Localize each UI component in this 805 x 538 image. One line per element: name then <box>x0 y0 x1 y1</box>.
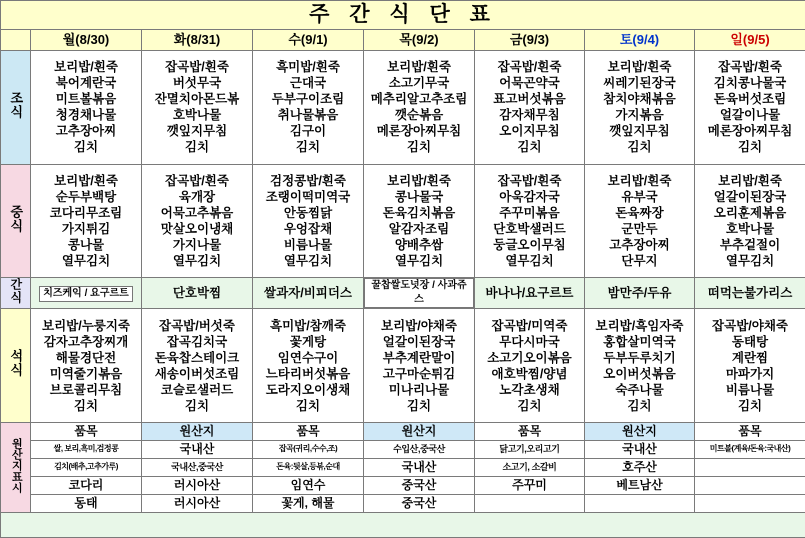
row-label-dinner-text: 석식 <box>8 349 24 378</box>
menu-item: 깻순볶음 <box>394 108 444 123</box>
lunch-row <box>1 164 805 278</box>
day-header-wed: 수(9/1) <box>253 30 364 51</box>
menu-item: 메론장아찌무침 <box>707 124 793 139</box>
menu-item: 가지나물 <box>172 237 222 252</box>
menu-item: 보리밥/흰죽 <box>54 60 118 75</box>
menu-item: 고추장아찌 <box>55 124 117 139</box>
menu-item: 어묵고추볶음 <box>160 205 234 220</box>
lunch-tue <box>142 164 253 278</box>
menu-item: 부추계란말이 <box>382 350 456 365</box>
snack-sat <box>585 278 695 309</box>
corner-cell <box>1 30 31 51</box>
menu-item: 비름나물 <box>283 237 333 252</box>
breakfast-fri <box>475 51 585 165</box>
dinner-mon <box>31 309 142 423</box>
menu-item: 취나물볶음 <box>277 108 339 123</box>
origin-cell <box>695 459 805 477</box>
snack-thu <box>364 278 475 309</box>
row-label-lunch-text: 중식 <box>8 204 24 233</box>
day-header-thu: 목(9/2) <box>364 30 475 51</box>
menu-item: 보리밥/흰죽 <box>387 60 451 75</box>
menu-item: 김치 <box>295 140 321 155</box>
menu-item: 육개장 <box>178 189 216 204</box>
snack-sun <box>695 278 805 309</box>
menu-item: 미트볼볶음 <box>55 92 117 107</box>
origin-header-region-2: 원산지 <box>364 423 475 441</box>
menu-item: 열무김치 <box>172 253 222 268</box>
menu-item: 잡곡밥/야채죽 <box>712 318 788 333</box>
menu-item: 잡곡밥/흰죽 <box>718 60 782 75</box>
footer-row <box>1 513 805 538</box>
menu-item: 보리밥/흰죽 <box>54 173 118 188</box>
menu-item: 브로콜리무침 <box>49 382 123 397</box>
menu-item: 오이버섯볶음 <box>603 366 676 381</box>
origin-cell <box>695 495 805 513</box>
menu-item: 비름나물 <box>725 382 775 397</box>
snack-text: 쌀과자/비피더스 <box>264 286 352 301</box>
row-label-snack <box>1 278 31 309</box>
snack-chip: 치즈케익 / 요구르트 <box>39 286 133 302</box>
day-header-tue: 화(8/31) <box>142 30 253 51</box>
menu-item: 김치 <box>517 398 542 413</box>
menu-item: 둥글오이무침 <box>493 237 566 252</box>
dinner-tue <box>142 309 253 423</box>
origin-cell: 러시아산 <box>142 477 253 495</box>
menu-item: 애호박찜/양념 <box>491 366 568 381</box>
menu-item: 임연수구이 <box>277 350 339 365</box>
menu-item: 홍합살미역국 <box>603 334 676 349</box>
menu-item: 메추리알고추조림 <box>370 92 468 107</box>
menu-item: 고추장아찌 <box>609 237 670 252</box>
snack-tue <box>142 278 253 309</box>
origin-cell: 국내산 <box>142 441 253 459</box>
origin-cell: 소고기, 소갈비 <box>475 459 585 477</box>
dinner-fri <box>475 309 585 423</box>
menu-item: 도라지오이생채 <box>265 382 351 397</box>
menu-item: 동태탕 <box>731 334 769 349</box>
menu-item: 참치야채볶음 <box>603 92 676 107</box>
menu-item: 꽃게탕 <box>289 334 327 349</box>
menu-item: 코슬로샐러드 <box>160 382 234 397</box>
menu-item: 보리밥/야채죽 <box>381 318 457 333</box>
footer-band <box>1 513 805 538</box>
menu-item: 두부구이조림 <box>271 92 345 107</box>
menu-item: 잡곡밥/흰죽 <box>497 173 562 188</box>
menu-item: 잡곡김치국 <box>166 334 228 349</box>
menu-item: 보리밥/흰죽 <box>387 173 451 188</box>
menu-item: 김치 <box>406 140 432 155</box>
origin-cell <box>695 477 805 495</box>
dinner-wed <box>253 309 364 423</box>
menu-item: 코다리무조림 <box>49 205 123 220</box>
menu-item: 김치 <box>184 398 210 413</box>
snack-row <box>1 278 805 309</box>
origin-cell: 국내산 <box>585 441 695 459</box>
origin-cell: 김치(배추,고추가루) <box>31 459 142 477</box>
menu-item: 새송이버섯조림 <box>154 366 240 381</box>
lunch-sat <box>585 164 695 278</box>
lunch-thu <box>364 164 475 278</box>
menu-item: 두부두루치기 <box>603 350 676 365</box>
menu-item: 보리밥/흰죽 <box>718 173 782 188</box>
origin-cell: 국내산 <box>364 459 475 477</box>
menu-item: 메론장아찌무침 <box>376 124 462 139</box>
origin-cell: 호주산 <box>585 459 695 477</box>
snack-mon <box>31 278 142 309</box>
menu-item: 열무김치 <box>725 253 775 268</box>
menu-item: 잡곡밥/버섯죽 <box>159 318 235 333</box>
origin-cell: 중국산 <box>364 495 475 513</box>
row-label-lunch <box>1 164 31 278</box>
menu-item: 가지튀김 <box>61 221 111 236</box>
menu-item: 오이지무침 <box>499 124 560 139</box>
origin-header-item-3: 품목 <box>475 423 585 441</box>
menu-item: 보리밥/흑임자죽 <box>595 318 684 333</box>
menu-item: 잔멸치아몬드볶 <box>154 92 240 107</box>
menu-item: 마파가지 <box>725 366 775 381</box>
menu-item: 북어계란국 <box>55 76 117 91</box>
menu-item: 계란찜 <box>731 350 769 365</box>
menu-item: 돈육버섯조림 <box>713 92 787 107</box>
dinner-sat <box>585 309 695 423</box>
dinner-sun <box>695 309 805 423</box>
origin-cell <box>585 495 695 513</box>
lunch-mon <box>31 164 142 278</box>
dinner-thu <box>364 309 475 423</box>
origin-cell: 중국산 <box>364 477 475 495</box>
menu-item: 김치 <box>627 140 652 155</box>
menu-item: 알감자조림 <box>388 221 450 236</box>
menu-item: 보리밥/흰죽 <box>607 173 672 188</box>
origin-cell: 꽃게, 해물 <box>253 495 364 513</box>
menu-item: 단무지 <box>621 253 658 268</box>
day-header-sat: 토(9/4) <box>585 30 695 51</box>
origin-cell: 미트볼(계육/돈육:국내산) <box>695 441 805 459</box>
origin-header-region-1: 원산지 <box>142 423 253 441</box>
snack-text: 밤만주/두유 <box>607 286 672 301</box>
breakfast-row <box>1 51 805 165</box>
menu-item: 표고버섯볶음 <box>493 92 566 107</box>
menu-item: 군만두 <box>621 221 658 236</box>
menu-item: 무다시마국 <box>499 334 560 349</box>
menu-item: 호박나물 <box>725 221 775 236</box>
origin-header-item-1: 품목 <box>31 423 142 441</box>
menu-item: 버섯무국 <box>172 76 222 91</box>
menu-item: 아욱감자국 <box>499 189 560 204</box>
menu-item: 얼갈이된장국 <box>713 189 787 204</box>
row-label-origin <box>1 423 31 513</box>
origin-cell: 잡곡(귀리,수수,조) <box>253 441 364 459</box>
menu-item: 미역줄기볶음 <box>49 366 123 381</box>
menu-item: 어묵곤약국 <box>499 76 560 91</box>
menu-item: 해물경단전 <box>55 350 117 365</box>
menu-item: 김치 <box>295 398 321 413</box>
row-label-snack-text: 간식 <box>8 278 23 305</box>
menu-item: 김치 <box>406 398 432 413</box>
menu-item: 감자고추장찌개 <box>43 334 129 349</box>
menu-item: 돈육김치볶음 <box>382 205 456 220</box>
menu-item: 노각초생채 <box>499 382 560 397</box>
menu-item: 청경채나물 <box>55 108 117 123</box>
menu-item: 검정콩밥/흰죽 <box>270 173 346 188</box>
day-header-fri: 금(9/3) <box>475 30 585 51</box>
menu-item: 조랭이떡미역국 <box>265 189 351 204</box>
menu-item: 미나리나물 <box>388 382 450 397</box>
menu-item: 얼갈이나물 <box>719 108 781 123</box>
snack-text: 떠먹는불가리스 <box>707 286 793 301</box>
origin-cell: 닭고기,오리고기 <box>475 441 585 459</box>
menu-item: 김치 <box>73 398 99 413</box>
breakfast-thu <box>364 51 475 165</box>
origin-row-2 <box>1 459 805 477</box>
menu-item: 열무김치 <box>283 253 333 268</box>
menu-item: 김치 <box>737 398 763 413</box>
menu-item: 단호박샐러드 <box>493 221 566 236</box>
menu-item: 씨레기된장국 <box>603 76 676 91</box>
menu-item: 열무김치 <box>394 253 444 268</box>
menu-item: 김치 <box>627 398 652 413</box>
origin-cell: 동태 <box>31 495 142 513</box>
menu-item: 양배추쌈 <box>394 237 444 252</box>
menu-item: 순두부백탕 <box>55 189 117 204</box>
day-header-row <box>1 30 805 51</box>
dinner-row <box>1 309 805 423</box>
origin-row-1 <box>1 441 805 459</box>
menu-item: 맛살오이냉채 <box>160 221 234 236</box>
origin-cell: 주꾸미 <box>475 477 585 495</box>
origin-row-4 <box>1 495 805 513</box>
menu-item: 유부국 <box>621 189 658 204</box>
menu-item: 보리밥/흰죽 <box>607 60 672 75</box>
menu-item: 주꾸미볶음 <box>499 205 560 220</box>
breakfast-wed <box>253 51 364 165</box>
menu-item: 깻잎지무침 <box>166 124 228 139</box>
origin-row-3 <box>1 477 805 495</box>
page-title: 주 간 식 단 표 <box>1 1 805 30</box>
origin-cell: 쌀, 보리,흑미,검정콩 <box>31 441 142 459</box>
menu-item: 숙주나물 <box>615 382 664 397</box>
snack-text: 바나나/요구르트 <box>485 286 574 301</box>
menu-item: 김치 <box>73 140 99 155</box>
origin-header-row <box>1 423 805 441</box>
menu-item: 잡곡밥/흰죽 <box>165 173 229 188</box>
origin-header-region-3: 원산지 <box>585 423 695 441</box>
menu-item: 느타리버섯볶음 <box>265 366 351 381</box>
breakfast-mon <box>31 51 142 165</box>
snack-wed <box>253 278 364 309</box>
snack-chip: 꿀찹쌀도넛장 / 사과쥬스 <box>364 278 474 308</box>
menu-item: 열무김치 <box>505 253 554 268</box>
menu-item: 고구마순튀김 <box>382 366 456 381</box>
menu-item: 잡곡밥/흰죽 <box>497 60 562 75</box>
origin-cell: 러시아산 <box>142 495 253 513</box>
menu-item: 콩나물국 <box>394 189 444 204</box>
menu-item: 잡곡밥/미역죽 <box>491 318 568 333</box>
origin-cell: 돈육:뒷살,등볶,순대 <box>253 459 364 477</box>
row-label-origin-text: 원산지표시 <box>10 437 23 493</box>
menu-item: 흑미밥/흰죽 <box>276 60 340 75</box>
menu-item: 안동찜닭 <box>283 205 333 220</box>
breakfast-sun <box>695 51 805 165</box>
origin-header-item-2: 품목 <box>253 423 364 441</box>
breakfast-tue <box>142 51 253 165</box>
lunch-sun <box>695 164 805 278</box>
row-label-breakfast <box>1 51 31 165</box>
menu-item: 김구이 <box>289 124 327 139</box>
menu-item: 잡곡밥/흰죽 <box>165 60 229 75</box>
day-header-sun: 일(9/5) <box>695 30 805 51</box>
menu-item: 김치콩나물국 <box>713 76 787 91</box>
menu-item: 콩나물 <box>67 237 105 252</box>
menu-item: 소고기오이볶음 <box>487 350 572 365</box>
menu-item: 우엉잡채 <box>283 221 333 236</box>
row-label-dinner <box>1 309 31 423</box>
origin-cell: 베트남산 <box>585 477 695 495</box>
origin-cell: 국내산,중국산 <box>142 459 253 477</box>
menu-item: 얼갈이된장국 <box>382 334 456 349</box>
snack-text: 단호박찜 <box>172 286 222 301</box>
title-row <box>1 1 805 30</box>
origin-cell: 수입산,중국산 <box>364 441 475 459</box>
origin-header-item-4: 품목 <box>695 423 805 441</box>
lunch-wed <box>253 164 364 278</box>
menu-item: 부추겉절이 <box>719 237 781 252</box>
menu-item: 돈육찹스테이크 <box>154 350 240 365</box>
breakfast-sat <box>585 51 695 165</box>
menu-item: 김치 <box>184 140 210 155</box>
menu-item: 근대국 <box>289 76 327 91</box>
menu-item: 흑미밥/참깨죽 <box>270 318 346 333</box>
row-label-breakfast-text: 조식 <box>8 91 24 120</box>
menu-item: 깻잎지무침 <box>609 124 670 139</box>
menu-item: 김치 <box>737 140 763 155</box>
snack-fri <box>475 278 585 309</box>
menu-item: 오리훈제볶음 <box>713 205 787 220</box>
origin-cell: 임연수 <box>253 477 364 495</box>
menu-item: 가지볶음 <box>615 108 664 123</box>
menu-item: 보리밥/누룽지죽 <box>42 318 130 333</box>
menu-item: 열무김치 <box>61 253 111 268</box>
menu-item: 김치 <box>517 140 542 155</box>
lunch-fri <box>475 164 585 278</box>
origin-cell: 코다리 <box>31 477 142 495</box>
menu-item: 감자채무침 <box>499 108 560 123</box>
origin-cell <box>475 495 585 513</box>
menu-item: 호박나물 <box>172 108 222 123</box>
menu-item: 돈육짜장 <box>615 205 664 220</box>
menu-item: 소고기무국 <box>388 76 450 91</box>
day-header-mon: 월(8/30) <box>31 30 142 51</box>
